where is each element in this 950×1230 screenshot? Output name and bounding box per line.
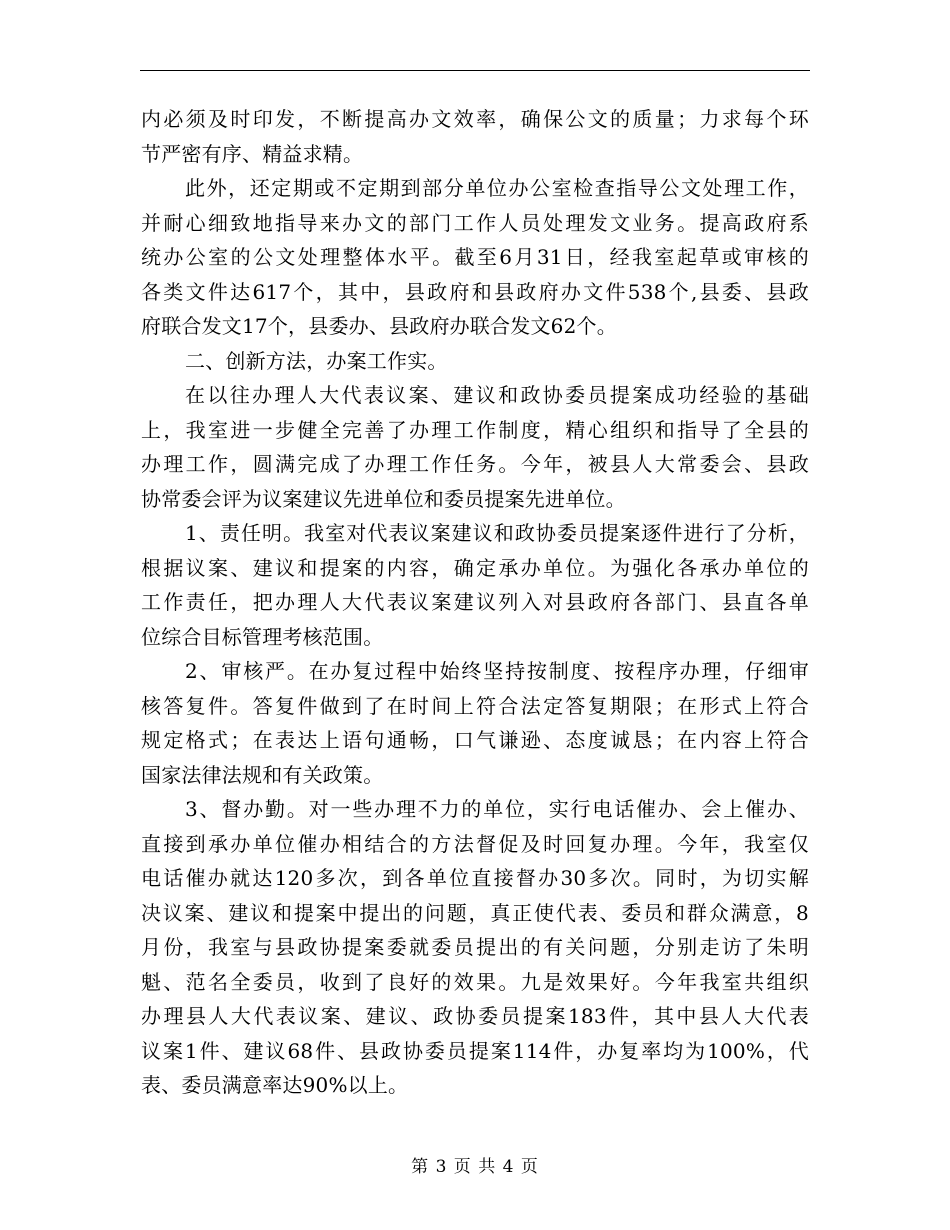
text-line: 办理县人大代表议案、建议、政协委员提案183件，其中县人大代表 [141,1004,809,1028]
text-line: 办理工作，圆满完成了办理工作任务。今年，被县人大常委会、县政 [141,452,809,476]
text-line: 府联合发文17个，县委办、县政府办联合发文62个。 [141,314,617,338]
text-line: 核答复件。答复件做到了在时间上符合法定答复期限；在形式上符合 [141,693,809,718]
text-line: 魁、范名全委员，收到了良好的效果。九是效果好。今年我室共组织 [141,969,809,994]
header-rule [140,70,810,71]
text-line: 内必须及时印发，不断提高办文效率，确保公文的质量；力求每个环 [141,107,809,131]
paragraph [141,516,809,654]
text-line: 表、委员满意率达90%以上。 [141,1073,409,1097]
paragraph [141,102,809,171]
text-line: 各类文件达617个，其中，县政府和县政府办文件538个,县委、县政 [141,279,809,304]
text-line: 议案1件、建议68件、县政协委员提案114件，办复率均为100%，代 [141,1038,809,1063]
text-line: 上，我室进一步健全完善了办理工作制度，精心组织和指导了全县的 [141,417,809,442]
paragraph [141,378,809,516]
text-line: 3、督办勤。对一些办理不力的单位，实行电话催办、会上催办、 [185,797,809,821]
text-line: 节严密有序、精益求精。 [141,141,364,166]
page-number-label: 第 3 页 共 4 页 [411,1157,539,1177]
text-line: 位综合目标管理考核范围。 [141,624,384,649]
text-line: 电话催办就达120多次，到各单位直接督办30多次。同时，为切实解 [141,866,809,890]
text-line: 在以往办理人大代表议案、建议和政协委员提案成功经验的基础 [185,383,809,407]
text-line: 直接到承办单位催办相结合的方法督促及时回复办理。今年，我室仅 [141,831,809,856]
text-line: 规定格式；在表达上语句通畅，口气谦逊、态度诚恳；在内容上符合 [141,728,809,752]
paragraph [141,654,809,792]
text-line: 协常委会评为议案建议先进单位和委员提案先进单位。 [141,486,626,511]
text-line: 并耐心细致地指导来办文的部门工作人员处理发文业务。提高政府系 [141,210,809,235]
text-line: 二、创新方法，办案工作实。 [185,348,448,373]
page-footer [0,1152,950,1177]
text-line: 决议案、建议和提案中提出的问题，真正使代表、委员和群众满意，8 [141,900,809,925]
document-body [141,102,809,1103]
text-line: 1、责任明。我室对代表议案建议和政协委员提案逐件进行了分析， [185,521,809,545]
paragraph [141,171,809,344]
text-line: 根据议案、建议和提案的内容，确定承办单位。为强化各承办单位的 [141,555,809,580]
paragraph [141,792,809,1103]
text-line: 统办公室的公文处理整体水平。截至6月31日，经我室起草或审核的 [141,245,809,269]
text-line: 2、审核严。在办复过程中始终坚持按制度、按程序办理，仔细审 [185,659,809,683]
text-line: 工作责任，把办理人大代表议案建议列入对县政府各部门、县直各单 [141,590,809,614]
text-line: 此外，还定期或不定期到部分单位办公室检查指导公文处理工作， [185,176,809,200]
text-line: 国家法律法规和有关政策。 [141,762,384,787]
text-line: 月份，我室与县政协提案委就委员提出的有关问题，分别走访了朱明 [141,935,809,959]
paragraph [141,344,809,379]
